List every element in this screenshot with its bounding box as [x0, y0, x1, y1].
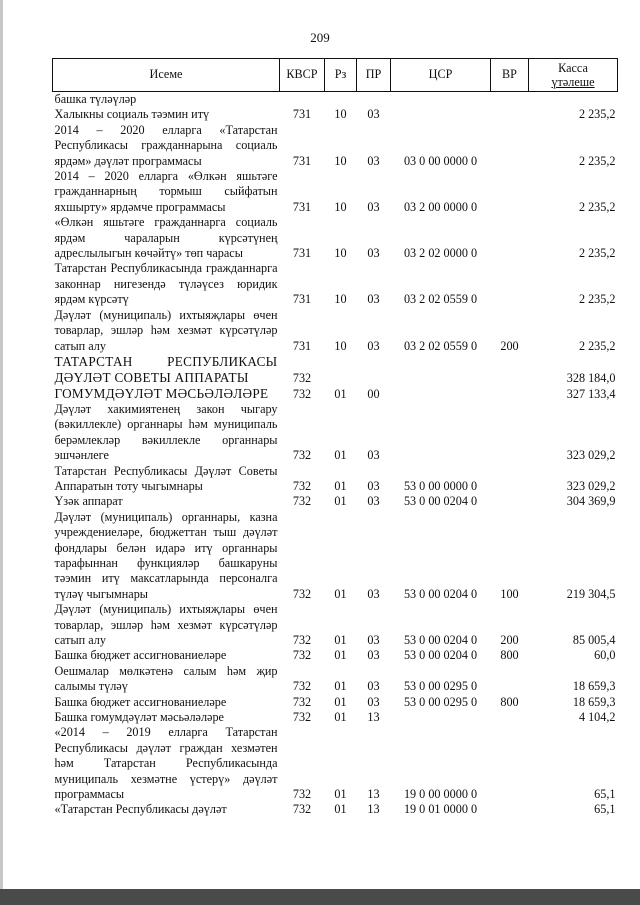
cell-name: «Татарстан Республикасы дәүләт — [54, 802, 227, 817]
cell-name: ТАТАРСТАН РЕСПУБЛИКАСЫ ДӘҮЛӘТ СОВЕТЫ АППАРАТЫ — [54, 353, 278, 385]
cell-kvsr: 732 — [292, 586, 312, 601]
table-row — [53, 648, 618, 663]
cell-csr — [391, 107, 491, 122]
cell-name: ГОМУМДӘҮЛӘТ МӘСЬӘЛӘЛӘРЕ — [54, 385, 269, 401]
cell-rz: 01 — [334, 694, 347, 709]
cell-kassa: 328 184,0 — [566, 370, 616, 385]
cell-vr — [491, 107, 529, 122]
cell-kassa: 65,1 — [594, 802, 616, 817]
cell-vr — [491, 494, 529, 509]
cell-pr: 03 — [367, 199, 380, 214]
cell-csr — [391, 402, 491, 464]
cell-vr — [491, 169, 529, 215]
cell-vr — [491, 802, 529, 817]
cell-rz: 01 — [334, 710, 347, 725]
cell-pr: 03 — [367, 292, 380, 307]
cell-pr: 13 — [367, 787, 380, 802]
cell-kassa: 327 133,4 — [566, 386, 616, 401]
table-row — [53, 464, 618, 495]
cell-csr: 03 2 02 0559 0 — [403, 338, 478, 353]
table-header-row — [53, 59, 618, 92]
cell-vr: 200 — [500, 633, 519, 647]
scan-bottom-edge — [0, 889, 640, 905]
cell-kassa: 323 029,2 — [566, 478, 616, 493]
cell-vr — [491, 386, 529, 402]
cell-kvsr: 732 — [292, 633, 312, 647]
cell-kvsr: 731 — [292, 292, 312, 307]
cell-kassa — [529, 92, 618, 108]
cell-name: Башка бюджет ассигнованиеләре — [54, 648, 227, 663]
cell-kvsr — [280, 92, 325, 108]
table-row — [53, 510, 618, 602]
cell-rz: 10 — [334, 338, 347, 353]
cell-csr: 53 0 00 0204 0 — [403, 586, 478, 601]
cell-kassa: 304 369,9 — [566, 494, 616, 509]
cell-kvsr: 732 — [292, 370, 312, 385]
cell-csr: 03 2 02 0000 0 — [403, 246, 478, 261]
header-kassa — [529, 59, 618, 92]
cell-kassa: 18 659,3 — [572, 694, 616, 709]
cell-rz: 10 — [334, 199, 347, 214]
cell-vr — [491, 464, 529, 495]
cell-csr: 53 0 00 0204 0 — [403, 648, 478, 663]
table-row — [53, 92, 618, 108]
cell-pr: 03 — [367, 246, 380, 261]
cell-kvsr: 732 — [292, 787, 312, 802]
cell-name: Татарстан Республикасында гражданнарга законнар нигезендә түләүсез юридик ярдәм күрсәтү — [54, 261, 278, 307]
cell-kvsr: 731 — [292, 338, 312, 353]
cell-pr: 03 — [367, 694, 380, 709]
cell-csr: 53 0 00 0000 0 — [403, 478, 478, 493]
cell-pr: 03 — [367, 338, 380, 353]
cell-rz: 10 — [334, 292, 347, 307]
cell-kassa: 2 235,2 — [578, 107, 616, 122]
table-row — [53, 215, 618, 261]
cell-kvsr: 731 — [292, 199, 312, 214]
cell-name: Халыкны социаль тәэмин итү — [54, 107, 210, 122]
cell-pr: 03 — [367, 648, 380, 663]
cell-name: башка түләүләр — [54, 92, 137, 106]
cell-csr: 03 2 02 0559 0 — [403, 292, 478, 307]
table-row — [53, 308, 618, 354]
cell-kassa: 18 659,3 — [572, 679, 616, 694]
header-pr: ПР — [357, 59, 391, 92]
cell-rz: 01 — [334, 478, 347, 493]
cell-kvsr: 732 — [292, 802, 312, 817]
cell-name: Үзәк аппарат — [54, 494, 123, 509]
cell-kassa: 323 029,2 — [566, 448, 616, 463]
table-row — [53, 710, 618, 725]
cell-rz: 01 — [334, 679, 347, 694]
cell-rz: 01 — [334, 448, 347, 463]
cell-kassa: 85 005,4 — [572, 633, 616, 647]
cell-kassa: 60,0 — [594, 648, 616, 663]
cell-vr — [491, 725, 529, 802]
cell-kassa: 65,1 — [594, 787, 616, 802]
cell-rz: 10 — [334, 153, 347, 168]
cell-kassa: 219 304,5 — [566, 586, 616, 601]
cell-kvsr: 731 — [292, 153, 312, 168]
cell-vr — [491, 402, 529, 464]
cell-vr — [491, 215, 529, 261]
cell-csr: 19 0 00 0000 0 — [403, 787, 478, 802]
cell-name: 2014 – 2020 елларга «Өлкән яшьтәге гражданнарның тормыш сыйфатын яхшырту» ярдәмче программасы — [54, 169, 278, 214]
cell-rz: 01 — [334, 386, 347, 401]
cell-kvsr: 731 — [292, 107, 312, 122]
cell-kvsr: 732 — [292, 478, 312, 493]
cell-csr — [391, 710, 491, 725]
table-row — [53, 169, 618, 215]
table-row — [53, 725, 618, 802]
header-csr: ЦСР — [391, 59, 491, 92]
cell-kassa: 2 235,2 — [578, 338, 616, 353]
header-rz: Рз — [325, 59, 357, 92]
cell-csr: 53 0 00 0295 0 — [403, 679, 478, 694]
table-row — [53, 602, 618, 648]
table-row — [53, 261, 618, 307]
cell-vr: 800 — [500, 694, 519, 709]
cell-name: «2014 – 2019 елларга Татарстан Республикасы дәүләт граждан хезмәтен һәм Татарстан Республикасында муниципаль хезмәтне үстерү» дәүләт программасы — [54, 725, 278, 802]
cell-csr: 03 0 00 0000 0 — [403, 153, 478, 168]
cell-name: Дәүләт (муниципаль) ихтыяҗлары өчен товарлар, эшләр һәм хезмәт күрсәтүләр сатып алу — [54, 602, 278, 647]
cell-kassa: 2 235,2 — [578, 199, 616, 214]
cell-rz: 01 — [334, 787, 347, 802]
cell-vr: 800 — [500, 648, 519, 663]
cell-vr — [491, 710, 529, 725]
cell-name: Дәүләт (муниципаль) органнары, казна учреждениеләре, бюджеттан тыш дәүләт фондлары белән идарә итү органнары тарафыннан функцияләр башкаруны тәэмин итү максатларында персоналга түләү чыгымнары — [54, 509, 278, 601]
header-name: Исеме — [53, 59, 280, 92]
cell-rz: 01 — [334, 633, 347, 647]
cell-vr: 100 — [500, 586, 519, 601]
cell-kvsr: 731 — [292, 246, 312, 261]
cell-pr: 03 — [367, 153, 380, 168]
cell-vr — [491, 664, 529, 695]
cell-rz: 10 — [334, 107, 347, 122]
table-row — [53, 402, 618, 464]
header-kassa-top: Касса — [558, 61, 588, 75]
cell-kassa: 2 235,2 — [578, 153, 616, 168]
cell-name: Оешмалар мөлкәтенә салым һәм җир салымы түләү — [54, 663, 278, 694]
cell-kvsr: 732 — [292, 386, 312, 401]
header-kvsr: КВСР — [280, 59, 325, 92]
cell-kassa: 2 235,2 — [578, 292, 616, 307]
cell-csr: 03 2 00 0000 0 — [403, 199, 478, 214]
cell-vr — [491, 354, 529, 386]
cell-csr — [391, 92, 491, 108]
cell-csr: 53 0 00 0204 0 — [403, 633, 478, 647]
scan-left-edge — [0, 0, 3, 905]
cell-name: Татарстан Республикасы Дәүләт Советы Аппаратын тоту чыгымнары — [54, 463, 278, 493]
table-row — [53, 123, 618, 169]
cell-pr: 03 — [367, 107, 380, 122]
cell-kvsr: 732 — [292, 694, 312, 709]
cell-pr: 00 — [367, 386, 380, 401]
table-row — [53, 695, 618, 710]
cell-csr — [391, 386, 491, 402]
cell-kvsr: 732 — [292, 679, 312, 694]
cell-rz: 10 — [334, 246, 347, 261]
cell-vr — [491, 123, 529, 169]
cell-csr — [391, 354, 491, 386]
cell-rz — [325, 354, 357, 386]
cell-kvsr: 732 — [292, 648, 312, 663]
cell-kvsr: 732 — [292, 448, 312, 463]
cell-vr — [491, 92, 529, 108]
header-kassa-bottom: үтәлеше — [551, 75, 595, 89]
cell-csr: 53 0 00 0295 0 — [403, 694, 478, 709]
cell-pr — [357, 354, 391, 386]
cell-pr: 03 — [367, 494, 380, 509]
table-row — [53, 354, 618, 386]
table-row — [53, 664, 618, 695]
table-body — [53, 92, 618, 818]
cell-name: Башка бюджет ассигнованиеләре — [54, 694, 227, 709]
cell-pr: 03 — [367, 679, 380, 694]
budget-table — [52, 58, 618, 818]
cell-pr — [357, 92, 391, 108]
cell-name: «Өлкән яшьтәге гражданнарга социаль ярдәм чараларын күрсәтүнең адреслылыгын көчәйтү» төп чарасы — [54, 215, 278, 261]
cell-kvsr: 732 — [292, 710, 312, 725]
cell-pr: 03 — [367, 586, 380, 601]
cell-pr: 03 — [367, 448, 380, 463]
table-row — [53, 386, 618, 402]
table-row — [53, 802, 618, 817]
cell-rz: 01 — [334, 648, 347, 663]
cell-rz — [325, 92, 357, 108]
cell-pr: 13 — [367, 710, 380, 725]
cell-csr: 53 0 00 0204 0 — [403, 494, 478, 509]
cell-vr: 200 — [500, 338, 519, 353]
table-row — [53, 494, 618, 509]
cell-kassa: 4 104,2 — [578, 710, 616, 725]
cell-name: Башка гомумдәүләт мәсьәләләре — [54, 710, 224, 725]
cell-pr: 03 — [367, 478, 380, 493]
cell-pr: 03 — [367, 633, 380, 647]
cell-rz: 01 — [334, 802, 347, 817]
page-number: 209 — [310, 30, 330, 45]
cell-pr: 13 — [367, 802, 380, 817]
cell-kassa: 2 235,2 — [578, 246, 616, 261]
cell-name: Дәүләт хакимиятенең закон чыгару (вәкиллекле) органнары һәм муниципаль берәмлекләр вәкиллекле органнары эшчәнлеге — [54, 401, 278, 463]
cell-csr: 19 0 01 0000 0 — [403, 802, 478, 817]
header-vr: ВР — [491, 59, 529, 92]
cell-name: 2014 – 2020 елларга «Татарстан Республикасы гражданнарына социаль ярдәм» дәүләт программасы — [54, 122, 278, 168]
cell-name: Дәүләт (муниципаль) ихтыяҗлары өчен товарлар, эшләр һәм хезмәт күрсәтүләр сатып алу — [54, 307, 278, 353]
cell-kvsr: 732 — [292, 494, 312, 509]
cell-rz: 01 — [334, 586, 347, 601]
table-row — [53, 107, 618, 122]
cell-rz: 01 — [334, 494, 347, 509]
cell-vr — [491, 261, 529, 307]
